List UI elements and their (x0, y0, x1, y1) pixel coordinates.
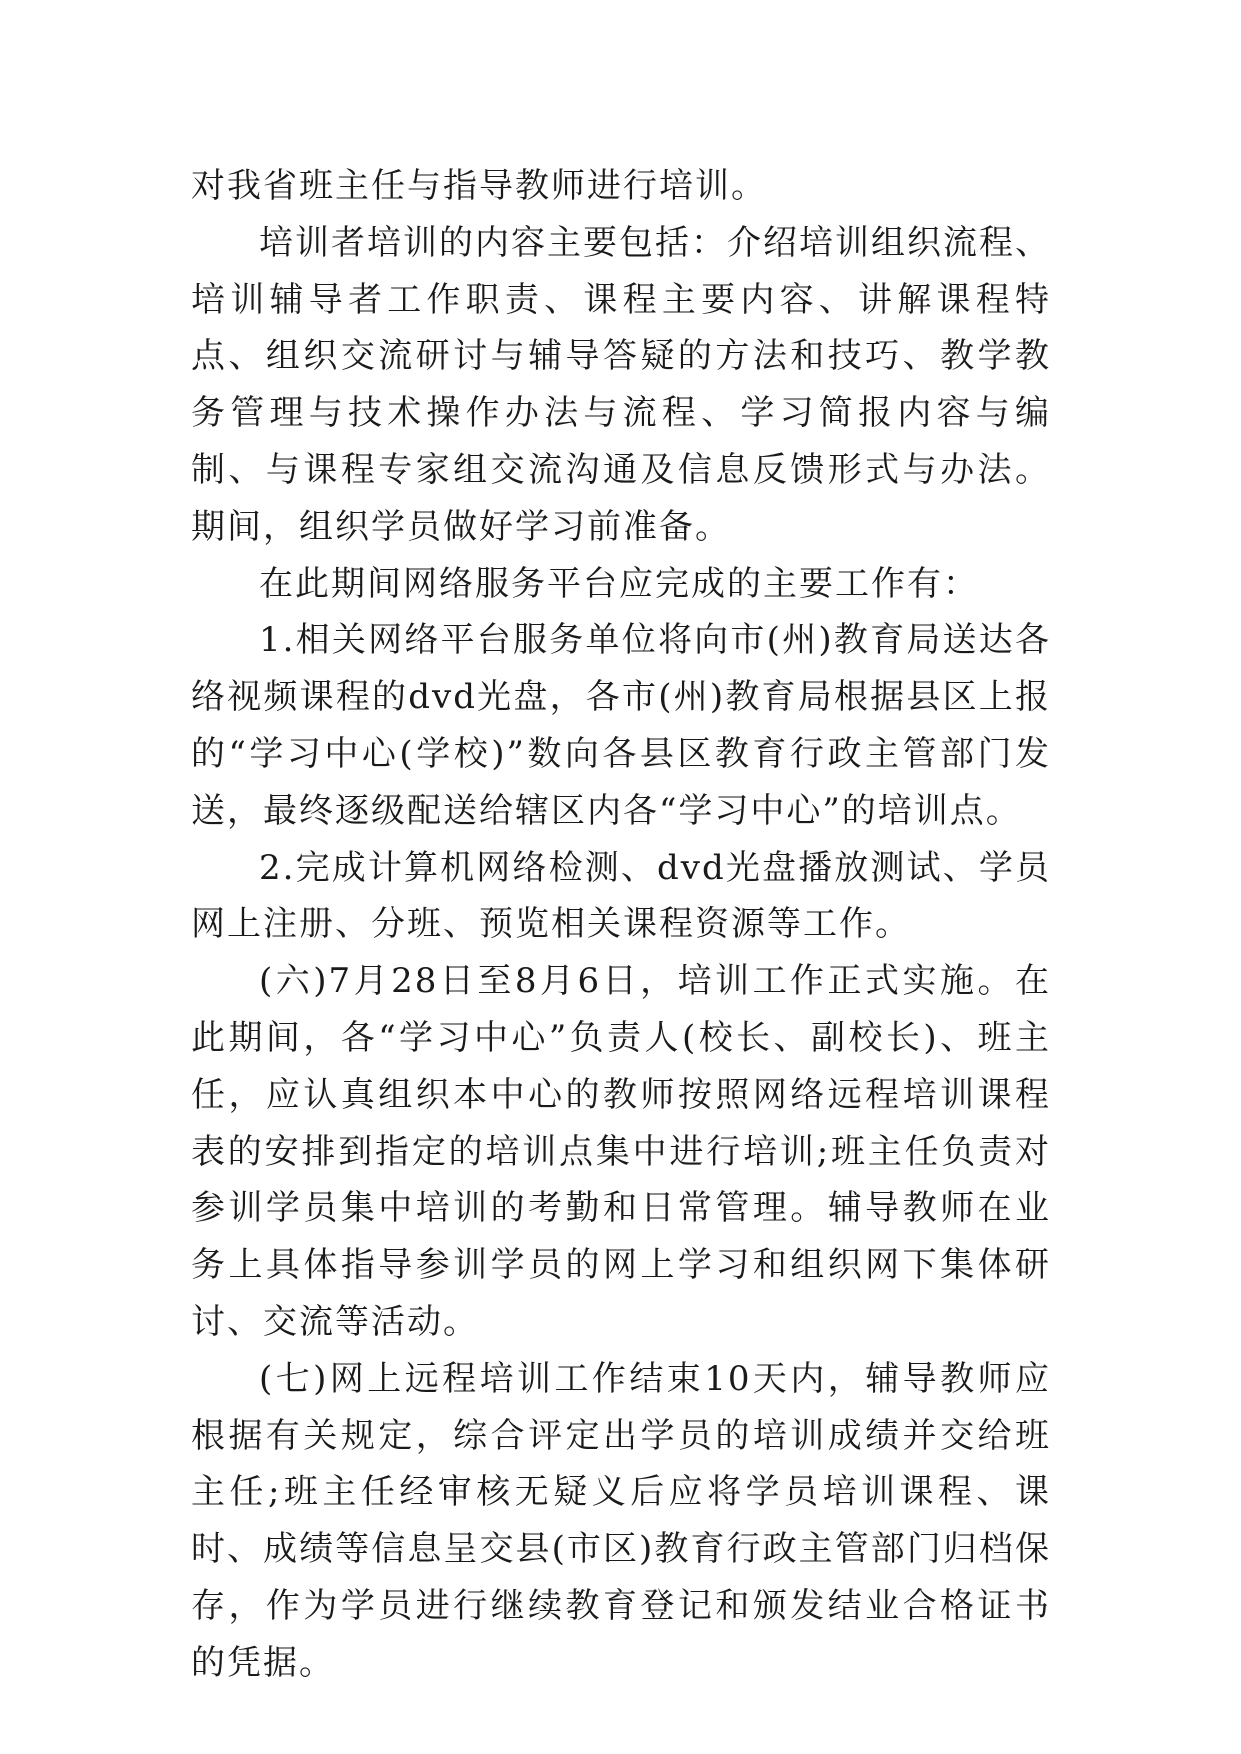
paragraph-section-7: (七)网上远程培训工作结束10天内，辅导教师应根据有关规定，综合评定出学员的培训成绩并交给班主任;班主任经审核无疑义后应将学员培训课程、课时、成绩等信息呈交县(市区)教育行政主管部门归档保存，作为学员进行继续教育登记和颁发结业合格证书的凭据。 (191, 1358, 1051, 1683)
paragraph-section-6: (六)7月28日至8月6日，培训工作正式实施。在此期间，各“学习中心”负责人(校长、副校长)、班主任，应认真组织本中心的教师按照网络远程培训课程表的安排到指定的培训点集中进行培训;班主任负责对参训学员集中培训的考勤和日常管理。辅导教师在业务上具体指导参训学员的网上学习和组织网下集体研讨、交流等活动。 (191, 961, 1051, 1342)
document-body (191, 158, 1051, 1692)
paragraph-task-2: 2.完成计算机网络检测、dvd光盘播放测试、学员网上注册、分班、预览相关课程资源等工作。 (191, 847, 1051, 945)
paragraph-continuation: 对我省班主任与指导教师进行培训。 (191, 166, 767, 206)
paragraph-platform-tasks-intro: 在此期间网络服务平台应完成的主要工作有： (259, 563, 979, 604)
paragraph-trainer-training-content: 培训者培训的内容主要包括：介绍培训组织流程、培训辅导者工作职责、课程主要内容、讲解课程特点、组织交流研讨与辅导答疑的方法和技巧、教学教务管理与技术操作办法与流程、学习简报内容与编制、与课程专家组交流沟通及信息反馈形式与办法。期间，组织学员做好学习前准备。 (191, 222, 1051, 547)
paragraph-task-1: 1.相关网络平台服务单位将向市(州)教育局送达各络视频课程的dvd光盘，各市(州)教育局根据县区上报的“学习中心(学校)”数向各县区教育行政主管部门发送，最终逐级配送给辖区内各“学习中心”的培训点。 (191, 620, 1051, 831)
